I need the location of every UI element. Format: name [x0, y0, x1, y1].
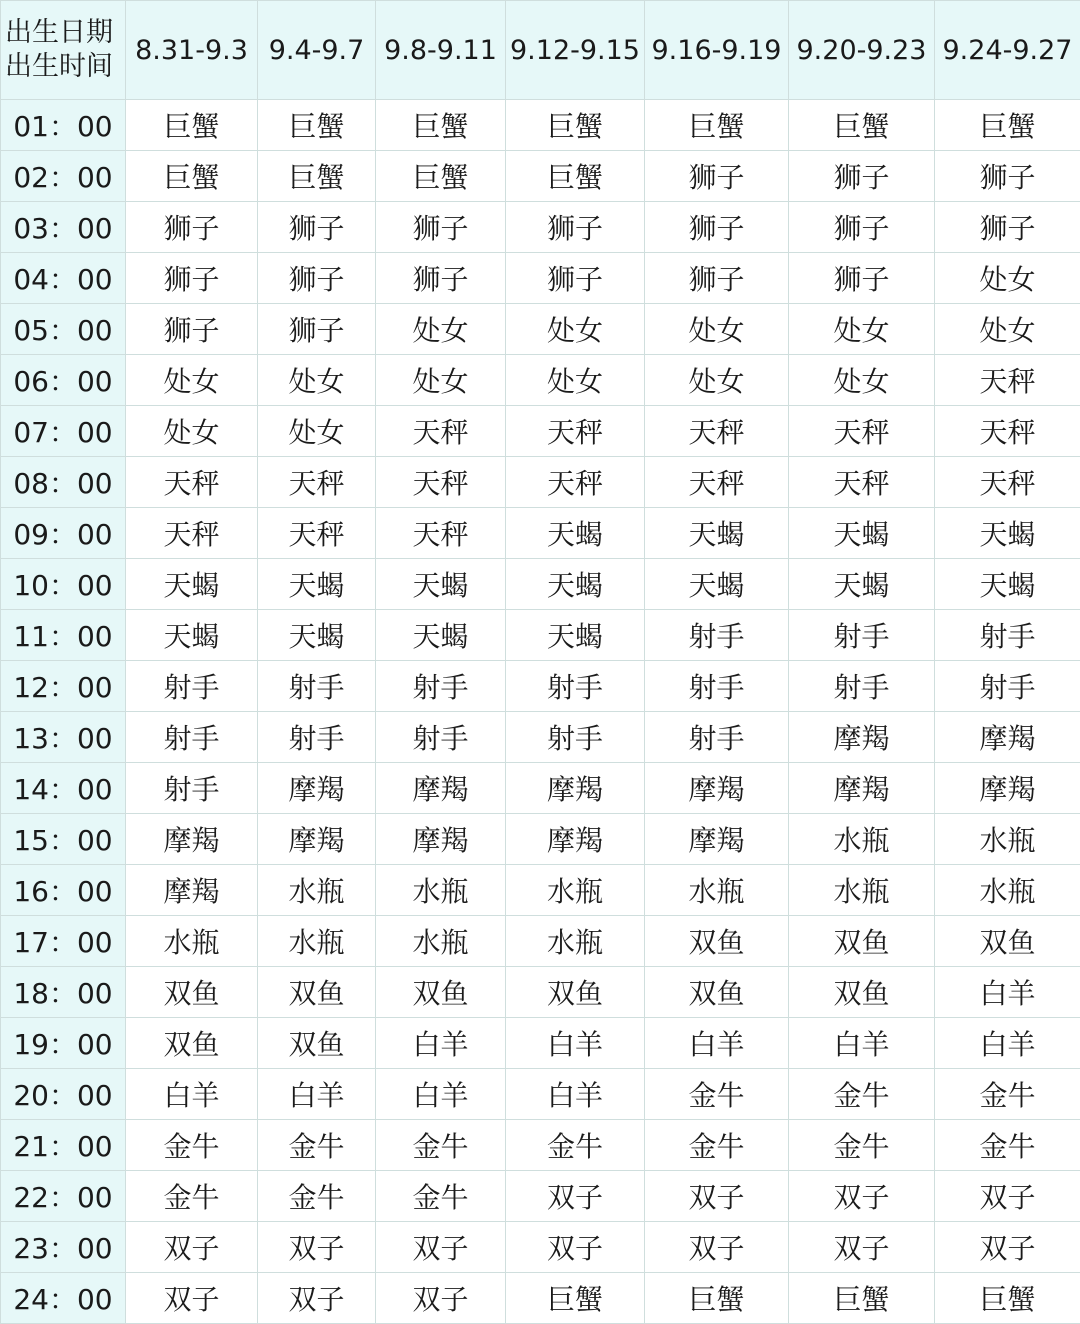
zodiac-sign-cell: 处女 — [789, 304, 935, 355]
zodiac-sign-cell: 射手 — [789, 610, 935, 661]
birth-time-cell: 11：00 — [1, 610, 126, 661]
zodiac-sign-cell: 双子 — [376, 1273, 506, 1324]
birth-time-cell: 03：00 — [1, 202, 126, 253]
birth-time-cell: 02：00 — [1, 151, 126, 202]
zodiac-sign-cell: 双鱼 — [126, 967, 258, 1018]
table-row — [1, 610, 1080, 661]
zodiac-sign-cell: 射手 — [126, 763, 258, 814]
zodiac-sign-cell: 巨蟹 — [935, 100, 1080, 151]
zodiac-sign-cell: 处女 — [789, 355, 935, 406]
birth-time-cell: 04：00 — [1, 253, 126, 304]
zodiac-sign-cell: 摩羯 — [126, 814, 258, 865]
zodiac-sign-cell: 处女 — [506, 304, 645, 355]
table-row — [1, 100, 1080, 151]
zodiac-sign-cell: 摩羯 — [789, 712, 935, 763]
zodiac-sign-cell: 摩羯 — [376, 814, 506, 865]
zodiac-sign-cell: 天蝎 — [126, 610, 258, 661]
zodiac-sign-cell: 金牛 — [935, 1120, 1080, 1171]
zodiac-sign-cell: 金牛 — [789, 1069, 935, 1120]
zodiac-sign-cell: 白羊 — [376, 1018, 506, 1069]
zodiac-sign-cell: 天秤 — [935, 457, 1080, 508]
zodiac-sign-cell: 天秤 — [506, 457, 645, 508]
zodiac-sign-cell: 水瓶 — [935, 814, 1080, 865]
table-row — [1, 1273, 1080, 1324]
date-range-header: 9.4-9.7 — [258, 1, 376, 100]
birth-time-cell: 17：00 — [1, 916, 126, 967]
zodiac-sign-cell: 天蝎 — [376, 559, 506, 610]
zodiac-sign-cell: 巨蟹 — [258, 151, 376, 202]
zodiac-sign-cell: 金牛 — [376, 1120, 506, 1171]
zodiac-sign-cell: 巨蟹 — [376, 100, 506, 151]
zodiac-sign-cell: 狮子 — [376, 202, 506, 253]
zodiac-sign-cell: 金牛 — [645, 1120, 789, 1171]
zodiac-sign-cell: 天蝎 — [789, 559, 935, 610]
zodiac-sign-cell: 处女 — [376, 355, 506, 406]
table-row — [1, 865, 1080, 916]
zodiac-sign-cell: 白羊 — [789, 1018, 935, 1069]
date-range-header: 8.31-9.3 — [126, 1, 258, 100]
zodiac-sign-cell: 天蝎 — [645, 559, 789, 610]
zodiac-sign-cell: 射手 — [645, 661, 789, 712]
zodiac-sign-cell: 巨蟹 — [258, 100, 376, 151]
birth-time-cell: 12：00 — [1, 661, 126, 712]
birth-time-cell: 08：00 — [1, 457, 126, 508]
zodiac-sign-cell: 双子 — [126, 1273, 258, 1324]
zodiac-sign-cell: 金牛 — [506, 1120, 645, 1171]
zodiac-sign-cell: 巨蟹 — [935, 1273, 1080, 1324]
zodiac-sign-cell: 天蝎 — [935, 559, 1080, 610]
zodiac-sign-cell: 射手 — [645, 610, 789, 661]
zodiac-sign-cell: 水瓶 — [258, 916, 376, 967]
birth-time-cell: 16：00 — [1, 865, 126, 916]
zodiac-sign-cell: 巨蟹 — [376, 151, 506, 202]
zodiac-sign-cell: 射手 — [126, 661, 258, 712]
zodiac-sign-cell: 巨蟹 — [126, 100, 258, 151]
header-row — [1, 1, 1080, 100]
zodiac-sign-cell: 金牛 — [258, 1120, 376, 1171]
table-row — [1, 916, 1080, 967]
zodiac-sign-cell: 处女 — [935, 253, 1080, 304]
table-row — [1, 712, 1080, 763]
zodiac-sign-cell: 白羊 — [506, 1018, 645, 1069]
table-row — [1, 1222, 1080, 1273]
zodiac-sign-cell: 天蝎 — [506, 508, 645, 559]
zodiac-sign-cell: 天蝎 — [506, 610, 645, 661]
zodiac-sign-cell: 摩羯 — [506, 763, 645, 814]
zodiac-sign-cell: 水瓶 — [645, 865, 789, 916]
zodiac-sign-cell: 天秤 — [126, 508, 258, 559]
zodiac-sign-cell: 处女 — [935, 304, 1080, 355]
birth-time-cell: 05：00 — [1, 304, 126, 355]
zodiac-sign-cell: 天秤 — [645, 457, 789, 508]
zodiac-sign-cell: 天秤 — [126, 457, 258, 508]
zodiac-sign-cell: 天蝎 — [258, 559, 376, 610]
zodiac-sign-cell: 狮子 — [645, 202, 789, 253]
zodiac-sign-cell: 金牛 — [645, 1069, 789, 1120]
zodiac-sign-cell: 天蝎 — [789, 508, 935, 559]
zodiac-sign-cell: 摩羯 — [645, 763, 789, 814]
date-range-header: 9.20-9.23 — [789, 1, 935, 100]
zodiac-sign-cell: 射手 — [506, 661, 645, 712]
zodiac-sign-cell: 天蝎 — [506, 559, 645, 610]
zodiac-sign-cell: 双鱼 — [258, 967, 376, 1018]
zodiac-sign-cell: 摩羯 — [126, 865, 258, 916]
zodiac-sign-cell: 天蝎 — [126, 559, 258, 610]
zodiac-sign-cell: 金牛 — [935, 1069, 1080, 1120]
zodiac-sign-cell: 天秤 — [376, 508, 506, 559]
zodiac-sign-cell: 射手 — [258, 712, 376, 763]
zodiac-sign-cell: 双子 — [789, 1222, 935, 1273]
table-row — [1, 1069, 1080, 1120]
zodiac-sign-cell: 天秤 — [258, 457, 376, 508]
table-row — [1, 304, 1080, 355]
zodiac-sign-cell: 双鱼 — [789, 967, 935, 1018]
zodiac-sign-cell: 处女 — [645, 355, 789, 406]
birth-time-cell: 22：00 — [1, 1171, 126, 1222]
zodiac-sign-cell: 巨蟹 — [506, 100, 645, 151]
birth-time-cell: 15：00 — [1, 814, 126, 865]
zodiac-sign-cell: 狮子 — [126, 304, 258, 355]
zodiac-sign-cell: 双鱼 — [645, 967, 789, 1018]
birth-time-label: 出生时间 — [5, 50, 125, 84]
zodiac-sign-cell: 水瓶 — [376, 865, 506, 916]
zodiac-sign-cell: 狮子 — [126, 253, 258, 304]
zodiac-sign-cell: 天秤 — [376, 457, 506, 508]
zodiac-sign-cell: 射手 — [506, 712, 645, 763]
zodiac-sign-cell: 狮子 — [645, 253, 789, 304]
table-row — [1, 202, 1080, 253]
zodiac-sign-cell: 天秤 — [645, 406, 789, 457]
zodiac-sign-cell: 天秤 — [258, 508, 376, 559]
date-range-header: 9.16-9.19 — [645, 1, 789, 100]
zodiac-sign-cell: 金牛 — [376, 1171, 506, 1222]
zodiac-sign-cell: 双鱼 — [789, 916, 935, 967]
zodiac-sign-cell: 金牛 — [126, 1171, 258, 1222]
zodiac-sign-cell: 水瓶 — [506, 865, 645, 916]
zodiac-sign-cell: 天秤 — [935, 406, 1080, 457]
zodiac-sign-cell: 双子 — [789, 1171, 935, 1222]
zodiac-sign-cell: 水瓶 — [376, 916, 506, 967]
table-row — [1, 1171, 1080, 1222]
zodiac-sign-cell: 摩羯 — [258, 763, 376, 814]
zodiac-sign-cell: 狮子 — [258, 253, 376, 304]
birth-time-cell: 09：00 — [1, 508, 126, 559]
zodiac-sign-cell: 天秤 — [935, 355, 1080, 406]
zodiac-sign-cell: 狮子 — [506, 202, 645, 253]
zodiac-sign-cell: 狮子 — [376, 253, 506, 304]
zodiac-sign-cell: 天蝎 — [935, 508, 1080, 559]
table-row — [1, 355, 1080, 406]
table-body — [1, 100, 1080, 1324]
zodiac-sign-cell: 白羊 — [935, 1018, 1080, 1069]
table-row — [1, 253, 1080, 304]
zodiac-sign-cell: 天秤 — [789, 457, 935, 508]
zodiac-sign-cell: 狮子 — [935, 202, 1080, 253]
table-row — [1, 814, 1080, 865]
zodiac-sign-cell: 巨蟹 — [126, 151, 258, 202]
zodiac-sign-cell: 狮子 — [506, 253, 645, 304]
zodiac-sign-cell: 射手 — [376, 661, 506, 712]
zodiac-sign-cell: 天蝎 — [258, 610, 376, 661]
zodiac-sign-cell: 天蝎 — [376, 610, 506, 661]
zodiac-sign-cell: 白羊 — [935, 967, 1080, 1018]
zodiac-sign-cell: 狮子 — [258, 202, 376, 253]
zodiac-sign-cell: 水瓶 — [258, 865, 376, 916]
zodiac-sign-cell: 摩羯 — [645, 814, 789, 865]
zodiac-sign-cell: 摩羯 — [258, 814, 376, 865]
birth-time-cell: 13：00 — [1, 712, 126, 763]
zodiac-sign-cell: 双子 — [935, 1171, 1080, 1222]
zodiac-sign-cell: 双子 — [506, 1222, 645, 1273]
zodiac-sign-cell: 射手 — [935, 610, 1080, 661]
birth-time-cell: 07：00 — [1, 406, 126, 457]
zodiac-sign-cell: 射手 — [126, 712, 258, 763]
table-row — [1, 763, 1080, 814]
zodiac-sign-cell: 摩羯 — [935, 763, 1080, 814]
birth-time-cell: 20：00 — [1, 1069, 126, 1120]
zodiac-sign-cell: 天蝎 — [645, 508, 789, 559]
zodiac-sign-cell: 处女 — [258, 406, 376, 457]
zodiac-sign-cell: 处女 — [506, 355, 645, 406]
zodiac-sign-cell: 双子 — [376, 1222, 506, 1273]
zodiac-sign-cell: 天秤 — [506, 406, 645, 457]
table-row — [1, 151, 1080, 202]
zodiac-sign-cell: 双子 — [935, 1222, 1080, 1273]
zodiac-sign-cell: 巨蟹 — [645, 1273, 789, 1324]
zodiac-sign-cell: 处女 — [126, 355, 258, 406]
birth-date-label: 出生日期 — [5, 16, 125, 50]
zodiac-sign-cell: 水瓶 — [935, 865, 1080, 916]
birth-time-cell: 19：00 — [1, 1018, 126, 1069]
zodiac-sign-cell: 水瓶 — [789, 814, 935, 865]
birth-time-cell: 06：00 — [1, 355, 126, 406]
zodiac-sign-cell: 水瓶 — [789, 865, 935, 916]
zodiac-sign-cell: 摩羯 — [506, 814, 645, 865]
date-range-header: 9.24-9.27 — [935, 1, 1080, 100]
zodiac-sign-cell: 天秤 — [789, 406, 935, 457]
date-range-header: 9.12-9.15 — [506, 1, 645, 100]
zodiac-sign-cell: 金牛 — [126, 1120, 258, 1171]
zodiac-sign-cell: 白羊 — [258, 1069, 376, 1120]
zodiac-sign-cell: 狮子 — [645, 151, 789, 202]
zodiac-sign-cell: 双子 — [258, 1222, 376, 1273]
zodiac-sign-cell: 狮子 — [935, 151, 1080, 202]
table-row — [1, 967, 1080, 1018]
zodiac-sign-cell: 巨蟹 — [645, 100, 789, 151]
zodiac-sign-cell: 摩羯 — [935, 712, 1080, 763]
zodiac-sign-cell: 双子 — [645, 1222, 789, 1273]
zodiac-sign-cell: 处女 — [645, 304, 789, 355]
birth-time-cell: 23：00 — [1, 1222, 126, 1273]
zodiac-sign-cell: 双鱼 — [126, 1018, 258, 1069]
zodiac-sign-cell: 巨蟹 — [789, 1273, 935, 1324]
zodiac-sign-cell: 狮子 — [789, 202, 935, 253]
birth-time-cell: 24：00 — [1, 1273, 126, 1324]
table-row — [1, 1018, 1080, 1069]
zodiac-sign-cell: 双鱼 — [506, 967, 645, 1018]
zodiac-sign-cell: 狮子 — [789, 253, 935, 304]
zodiac-sign-cell: 天秤 — [376, 406, 506, 457]
birth-time-cell: 21：00 — [1, 1120, 126, 1171]
table-row — [1, 406, 1080, 457]
table-row — [1, 457, 1080, 508]
zodiac-sign-cell: 白羊 — [645, 1018, 789, 1069]
zodiac-sign-cell: 双鱼 — [935, 916, 1080, 967]
zodiac-sign-cell: 巨蟹 — [506, 1273, 645, 1324]
zodiac-sign-cell: 射手 — [645, 712, 789, 763]
zodiac-sign-cell: 双子 — [506, 1171, 645, 1222]
birth-time-cell: 10：00 — [1, 559, 126, 610]
date-range-header: 9.8-9.11 — [376, 1, 506, 100]
zodiac-sign-cell: 处女 — [258, 355, 376, 406]
birth-time-cell: 01：00 — [1, 100, 126, 151]
zodiac-sign-cell: 摩羯 — [789, 763, 935, 814]
zodiac-sign-cell: 射手 — [258, 661, 376, 712]
corner-header-cell — [1, 1, 126, 100]
table-row — [1, 1120, 1080, 1171]
zodiac-sign-cell: 金牛 — [789, 1120, 935, 1171]
zodiac-sign-cell: 巨蟹 — [506, 151, 645, 202]
zodiac-sign-cell: 双鱼 — [258, 1018, 376, 1069]
zodiac-sign-cell: 白羊 — [126, 1069, 258, 1120]
zodiac-sign-cell: 白羊 — [376, 1069, 506, 1120]
zodiac-sign-cell: 射手 — [935, 661, 1080, 712]
birth-time-cell: 18：00 — [1, 967, 126, 1018]
zodiac-sign-cell: 双子 — [645, 1171, 789, 1222]
zodiac-sign-cell: 射手 — [789, 661, 935, 712]
zodiac-sign-cell: 双子 — [258, 1273, 376, 1324]
zodiac-sign-cell: 双鱼 — [645, 916, 789, 967]
table-row — [1, 559, 1080, 610]
zodiac-sign-cell: 白羊 — [506, 1069, 645, 1120]
zodiac-sign-cell: 处女 — [126, 406, 258, 457]
zodiac-sign-cell: 双鱼 — [376, 967, 506, 1018]
table-header — [1, 1, 1080, 100]
zodiac-sign-cell: 狮子 — [789, 151, 935, 202]
zodiac-sign-cell: 双子 — [126, 1222, 258, 1273]
table-row — [1, 508, 1080, 559]
birth-time-cell: 14：00 — [1, 763, 126, 814]
zodiac-sign-cell: 金牛 — [258, 1171, 376, 1222]
zodiac-sign-cell: 狮子 — [258, 304, 376, 355]
zodiac-sign-cell: 狮子 — [126, 202, 258, 253]
zodiac-sign-cell: 处女 — [376, 304, 506, 355]
zodiac-sign-cell: 巨蟹 — [789, 100, 935, 151]
zodiac-sign-cell: 水瓶 — [126, 916, 258, 967]
zodiac-sign-cell: 水瓶 — [506, 916, 645, 967]
zodiac-sign-cell: 摩羯 — [376, 763, 506, 814]
table-row — [1, 661, 1080, 712]
zodiac-sign-cell: 射手 — [376, 712, 506, 763]
